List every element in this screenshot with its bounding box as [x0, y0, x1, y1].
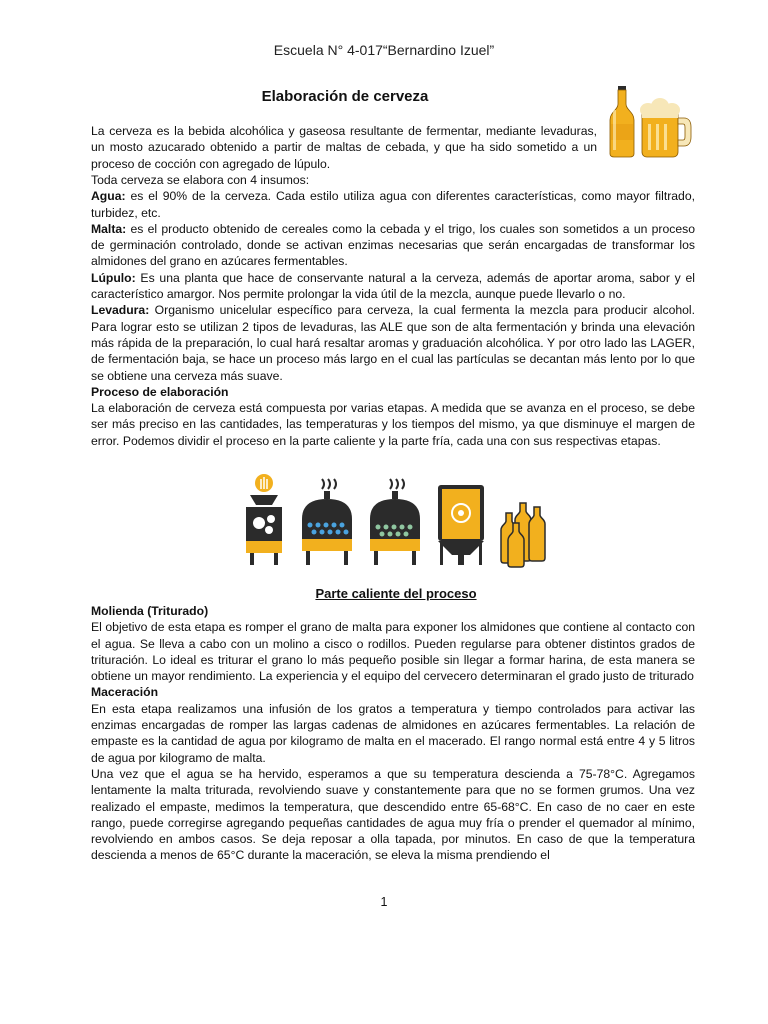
section-title-parte-caliente: Parte caliente del proceso — [315, 586, 477, 601]
lupulo-paragraph — [91, 270, 695, 303]
molienda-heading: Molienda (Triturado) — [91, 604, 209, 618]
page-header: Escuela N° 4-017“Bernardino Izuel” — [273, 42, 495, 58]
levadura-paragraph — [91, 302, 695, 383]
lupulo-text: Es una planta que hace de conservante natural a la cerveza, además de aportar aroma, sabor y el característico amargor. Nos permite prolongar la vida útil de la mezcla, aunque puede llevarlo o no. — [91, 270, 695, 302]
lupulo-label: Lúpulo: — [91, 270, 136, 285]
beer-bottle-and-mug-icon — [604, 84, 694, 158]
page-number: 1 — [380, 895, 388, 909]
malta-paragraph — [91, 221, 695, 270]
agua-label: Agua: — [91, 189, 126, 204]
ingredients-section — [91, 172, 695, 449]
proceso-heading: Proceso de elaboración — [91, 384, 229, 399]
intro-paragraph — [91, 123, 597, 172]
levadura-label: Levadura: — [91, 303, 150, 318]
molienda-text: El objetivo de esta etapa es romper el grano de malta para exponer los almidones que contiene al contacto con el agua. Se lleva a cabo con un molino a cisco o rodillos. Pueden regularse para obtener distintos grados de trituración. Lo ideal es triturar el grano lo más pequeño posible sin llegar a formar harina, de esta manera se obtiene un mayor rendimiento. La experiencia y el equipo del cervecero determinaran el grado justo de triturado — [91, 620, 695, 684]
agua-text: es el 90% de la cerveza. Cada estilo utiliza agua con diferentes características, como mayor filtrado, turbidez, etc. — [91, 189, 695, 220]
insumos-intro: Toda cerveza se elabora con 4 insumos: — [91, 173, 310, 187]
maceracion-heading: Maceración — [91, 685, 159, 700]
malta-label: Malta: — [91, 221, 127, 236]
page-title: Elaboración de cerveza — [261, 88, 429, 105]
maceracion-text-2: Una vez que el agua se ha hervido, esperamos a que su temperatura descienda a 75-78°C. Agregamos lentamente la malta triturada, revolviendo suave y constantemente para que no se formen grumos. Una vez realizado el empaste, medimos la temperatura, que descendido entre 65-68°C. En caso de no caer en este rango, puede corregirse agregando pequeñas cantidades de agua muy fría o prender el quemador al mínimo, revolviendo en ambos casos. Se deja reposar a olla tapada, por minutos. En caso de que la temperatura descienda a menos de 65°C durante la maceración, se eleva la misma prendiendo el — [91, 766, 695, 863]
agua-paragraph — [91, 188, 695, 221]
brewing-process-icon — [240, 473, 552, 569]
parte-caliente-section — [91, 603, 695, 864]
levadura-text: Organismo unicelular específico para cerveza, la cual fermenta la mezcla para producir alcohol. Para lograr esto se utilizan 2 tipos de levaduras, las ALE que son de alta fermentación y brinda una elevación más rápida de la preparación, lo cual hará resaltar aromas y graduación alcohólica. Y por otro lado las LAGER, de fermentación baja, se hace un proceso más largo en el cual las partículas se decantan más lento por lo que se obtiene una cerveza más suave. — [91, 303, 695, 383]
malta-text: es el producto obtenido de cereales como la cebada y el trigo, los cuales son sometidos a un proceso de germinación controlado, donde se activan enzimas necesarias que serán encargadas de transformar los almidones del grano en azúcares fermentables. — [91, 221, 695, 269]
maceracion-text-1: En esta etapa realizamos una infusión de los gratos a temperatura y tiempo controlados para activar las enzimas encargadas de romper las largas cadenas de almidones en azúcares fermentables. La relación de empaste es la cantidad de agua por kilogramo de malta en el macerado. El rango normal está entre 4 y 5 litros de agua por kilogramo de malta. — [91, 701, 695, 765]
intro-text: La cerveza es la bebida alcohólica y gaseosa resultante de fermentar, mediante levaduras, un mosto azucarado obtenido a partir de maltas de cebada, y que ha sido sometido a un proceso de cocción con agregado de lúpulo. — [91, 124, 597, 171]
proceso-text: La elaboración de cerveza está compuesta por varias etapas. A medida que se avanza en el proceso, se debe ser más preciso en las cantidades, las temperaturas y los tiempos del mismo, ya que disminuye el margen de error. Podemos dividir el proceso en la parte caliente y la parte fría, cada una con sus respectivas etapas. — [91, 401, 695, 448]
